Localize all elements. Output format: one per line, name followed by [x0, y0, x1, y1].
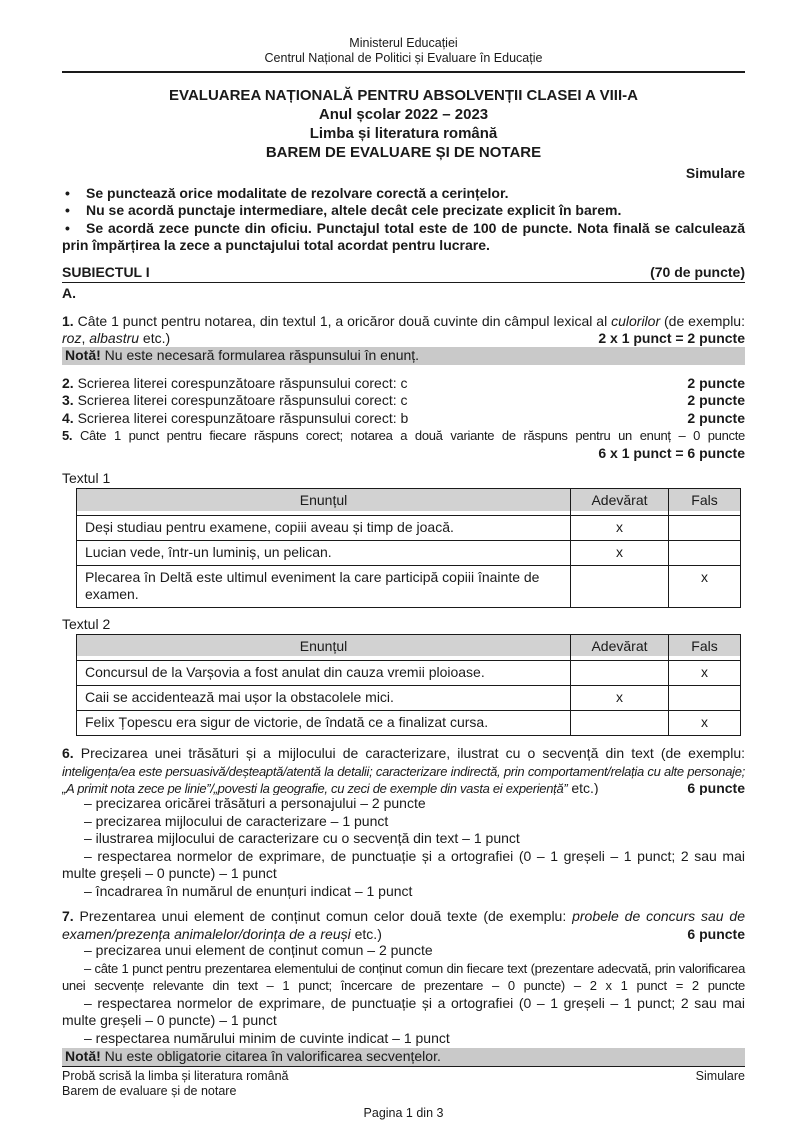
footer-left [62, 1069, 288, 1100]
true-cell: x [571, 686, 669, 711]
item-3-points: 2 puncte [687, 392, 745, 409]
item-3 [62, 392, 745, 410]
false-cell: x [669, 565, 741, 607]
item-4 [62, 410, 745, 428]
item-1-text: 1. Câte 1 punct pentru notarea, din textul 1, a oricăror două cuvinte din câmpul lexical al culorilor (de exemplu: roz, albastru etc.) [62, 312, 745, 346]
ministry-name: Ministerul Educației [349, 36, 458, 50]
column-header-false [669, 489, 741, 516]
table-row [77, 515, 741, 540]
true-cell [571, 661, 669, 686]
footer-row [62, 1069, 745, 1100]
general-rules [62, 185, 745, 255]
table-row [77, 565, 741, 607]
item-2 [62, 375, 745, 393]
note-1: Notă! Nu este necesară formularea răspunsului în enunț. [62, 347, 745, 365]
item-1 [62, 313, 745, 347]
column-header-false-label: Fals [669, 635, 740, 657]
truth-table-2 [76, 634, 741, 737]
item-7 [62, 908, 745, 942]
item-7-text: 7. Prezentarea unui element de conținut comun celor două texte (de exemplu: probele de concurs sau de examen/prezența animalelor/dorința de a reuși etc.) [62, 908, 745, 942]
table-header-row [77, 489, 741, 516]
item-6-criterion: – ilustrarea mijlocului de caracterizare cu o secvență din text – 1 punct [84, 830, 520, 847]
item-1-points: 2 x 1 punct = 2 puncte [598, 330, 745, 346]
table-row [77, 540, 741, 565]
subject-header [62, 264, 745, 284]
general-rule [62, 202, 745, 220]
subject-points: (70 de puncte) [650, 263, 745, 280]
item-4-text: 4. Scrierea literei corespunzătoare răspunsului corect: b [62, 409, 409, 426]
statement-cell: Deși studiau pentru examene, copiii aveau și timp de joacă. [77, 515, 571, 540]
false-cell: x [669, 661, 741, 686]
note-2: Notă! Nu este obligatorie citarea în valorificarea secvențelor. [62, 1048, 745, 1066]
statement-cell: Concursul de la Varșovia a fost anulat din cauza vremii ploioase. [77, 661, 571, 686]
center-name: Centrul Național de Politici și Evaluare în Educație [264, 51, 543, 65]
item-3-text: 3. Scrierea literei corespunzătoare răspunsului corect: c [62, 392, 408, 409]
rule-text: Se acordă zece puncte din oficiu. Punctajul total este de 100 de puncte. Nota finală se calculează prin împărțirea la zece a punctajului total acordat pentru lucrare. [62, 219, 745, 253]
item-5-text: 5. Câte 1 punct pentru fiecare răspuns corect; notarea a două variante de răspuns pentru un enunț – 0 puncte [62, 428, 745, 444]
column-header-false [669, 634, 741, 661]
footer-exam-name: Probă scrisă la limba și literatura română [62, 1068, 289, 1083]
footer-variant: Simulare [695, 1068, 745, 1083]
text2-label: Textul 2 [62, 615, 111, 632]
column-header-statement-label: Enunțul [77, 489, 570, 511]
title-block [62, 86, 745, 162]
true-cell [571, 565, 669, 607]
item-6-criterion: – precizarea oricărei trăsături a personajului – 2 puncte [84, 795, 426, 812]
variant-label: Simulare [685, 165, 745, 181]
false-cell [669, 686, 741, 711]
doc-type: BAREM DE EVALUARE ȘI DE NOTARE [265, 144, 542, 161]
column-header-statement-label: Enunțul [77, 635, 570, 657]
statement-cell: Lucian vede, într-un luminiș, un pelican. [77, 540, 571, 565]
text1-label: Textul 1 [62, 470, 111, 487]
org-header [62, 36, 745, 66]
statement-cell: Felix Țopescu era sigur de victorie, de îndată ce a finalizat cursa. [77, 711, 571, 736]
bullet-marker: • [65, 202, 70, 218]
statement-cell: Caii se accidentează mai ușor la obstacolele mici. [77, 686, 571, 711]
item-7-criterion: – respectarea normelor de exprimare, de punctuație și a ortografiei (0 – 1 greșeli – 1 punct; 2 sau mai multe greșeli – 0 puncte) – 1 punct [62, 994, 745, 1029]
column-header-true-label: Adevărat [571, 635, 668, 657]
table-row [77, 711, 741, 736]
true-cell: x [571, 515, 669, 540]
statement-cell: Plecarea în Deltă este ultimul eveniment la care participă copiii înainte de examen. [77, 565, 571, 607]
subject-label: SUBIECTUL I [62, 263, 150, 280]
false-cell [669, 540, 741, 565]
column-header-statement [77, 489, 571, 516]
column-header-true [571, 489, 669, 516]
subject-name: Limba și literatura română [309, 125, 498, 142]
bullet-marker: • [65, 219, 70, 236]
page-number: Pagina 1 din 3 [363, 1105, 444, 1120]
exam-title: EVALUAREA NAȚIONALĂ PENTRU ABSOLVENȚII CLASEI A VIII-A [169, 87, 638, 104]
item-2-points: 2 puncte [687, 374, 745, 391]
item-7-criterion: – precizarea unui element de conținut comun – 2 puncte [84, 942, 433, 959]
false-cell: x [669, 711, 741, 736]
item-2-text: 2. Scrierea literei corespunzătoare răspunsului corect: c [62, 374, 408, 391]
table-header-row [77, 634, 741, 661]
footer-doc-name: Barem de evaluare și de notare [62, 1084, 237, 1099]
part-label: A. [62, 285, 76, 301]
item-7-criterion: – câte 1 punct pentru prezentarea elementului de conținut comun din fiecare text (prezentare adecvată, prin valorificarea unei secvențe relevante din text – 1 punct; încercare de prezentare – 0 puncte) – 2 x 1 punct = 2 puncte [62, 960, 745, 994]
item-6 [62, 745, 745, 795]
table-row [77, 661, 741, 686]
item-7-points: 6 puncte [687, 925, 745, 942]
item-6-points: 6 puncte [687, 780, 745, 796]
true-cell [571, 711, 669, 736]
page-footer [62, 1066, 745, 1124]
column-header-true-label: Adevărat [571, 489, 668, 511]
item-6-text: 6. Precizarea unei trăsături și a mijlocului de caracterizare, ilustrat cu o secvență din text (de exemplu: inteligența/ea este persuasivă/deșteaptă/atentă la detalii; caracterizare indirectă, prin comportament/relația cu alte personaje; „A primit nota zece pe linie”/„povesti la geografie, cu zeci de exemple din vasta ei experiență” etc.) [62, 745, 745, 796]
general-rule [62, 185, 745, 203]
item-6-criterion: – încadrarea în numărul de enunțuri indicat – 1 punct [84, 882, 413, 899]
table-row [77, 686, 741, 711]
truth-table-1 [76, 488, 741, 608]
item-6-criterion: – respectarea normelor de exprimare, de punctuație și a ortografiei (0 – 1 greșeli – 1 punct; 2 sau mai multe greșeli – 0 puncte) – 1 punct [62, 847, 745, 882]
rule-text: Se punctează orice modalitate de rezolvare corectă a cerințelor. [86, 184, 509, 201]
item-5-points: 6 x 1 punct = 6 puncte [598, 444, 745, 461]
bullet-marker: • [65, 184, 70, 201]
false-cell [669, 515, 741, 540]
school-year: Anul școlar 2022 – 2023 [318, 106, 489, 123]
header-divider [62, 71, 745, 73]
item-4-points: 2 puncte [687, 409, 745, 426]
column-header-false-label: Fals [669, 489, 740, 511]
column-header-statement [77, 634, 571, 661]
true-cell: x [571, 540, 669, 565]
item-7-criterion: – respectarea numărului minim de cuvinte indicat – 1 punct [84, 1029, 450, 1046]
rule-text: Nu se acordă punctaje intermediare, altele decât cele precizate explicit în barem. [86, 202, 622, 218]
column-header-true [571, 634, 669, 661]
item-6-criterion: – precizarea mijlocului de caracterizare – 1 punct [84, 812, 389, 829]
general-rule [62, 220, 745, 255]
